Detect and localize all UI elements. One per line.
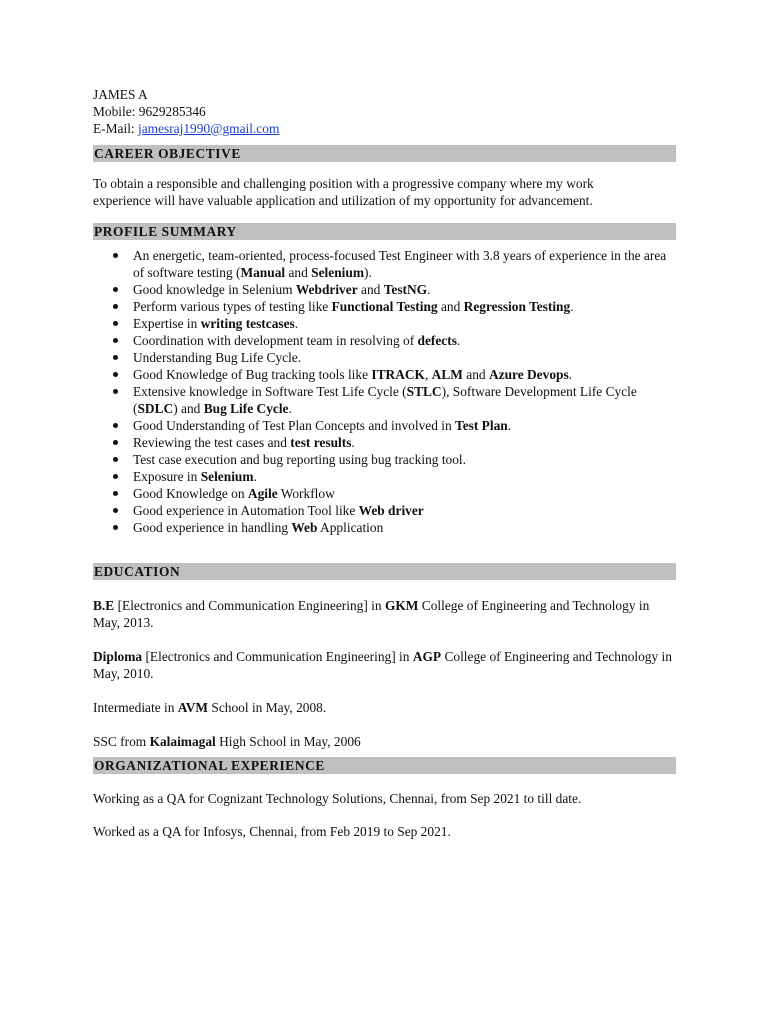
bold-text: STLC <box>406 384 442 399</box>
text-run: Good Understanding of Test Plan Concepts and involved in <box>133 418 456 433</box>
text-run: College of Engineering and Technology in May, 2013. <box>93 598 650 630</box>
bullet-icon <box>113 474 118 479</box>
bold-text: Functional Testing <box>331 299 438 314</box>
text-run: and <box>462 367 489 382</box>
bold-text: writing testcases <box>200 316 295 331</box>
summary-bullet-item <box>93 332 676 349</box>
bold-text: Web <box>291 520 318 535</box>
experience-entry: Worked as a QA for Infosys, Chennai, from Feb 2019 to Sep 2021. <box>93 824 451 839</box>
text-run: . <box>507 418 512 433</box>
education-entry <box>93 597 676 631</box>
text-run: . <box>570 299 574 314</box>
bullet-icon <box>113 355 118 360</box>
text-run: ). <box>363 265 372 280</box>
bold-text: SDLC <box>137 401 174 416</box>
summary-bullet-item <box>93 383 676 417</box>
text-run: Extensive knowledge in Software Test Life Cycle ( <box>133 384 407 399</box>
bold-text: defects <box>417 333 457 348</box>
text-run: and <box>437 299 464 314</box>
text-run: , <box>424 367 432 382</box>
email-link[interactable]: jamesraj1990@gmail.com <box>138 121 280 136</box>
text-run: . <box>294 316 299 331</box>
resume-page <box>93 86 676 840</box>
text-run: ), Software Development Life Cycle ( <box>133 384 637 416</box>
bold-text: Bug Life Cycle <box>203 401 289 416</box>
text-run: and <box>285 265 312 280</box>
text-run: . <box>568 367 573 382</box>
text-run: [Electronics and Communication Engineering] in <box>142 649 413 664</box>
education-entry <box>93 733 676 750</box>
text-run: Intermediate in <box>93 700 178 715</box>
text-run: School in May, 2008. <box>208 700 327 715</box>
bullet-icon <box>113 253 118 258</box>
summary-bullet-item <box>93 247 676 281</box>
text-run: [Electronics and Communication Engineering] in <box>114 598 385 613</box>
text-run: Good knowledge in Selenium <box>133 282 296 297</box>
career-objective-line: experience will have valuable application and utilization of my opportunity for advancement. <box>93 193 593 208</box>
bold-text: Webdriver <box>295 282 358 297</box>
mobile-line <box>93 103 676 120</box>
text-run: Application <box>317 520 384 535</box>
profile-summary-heading: PROFILE SUMMARY <box>93 223 676 240</box>
bold-text: B.E <box>93 598 115 613</box>
text-run: . <box>351 435 355 450</box>
bold-text: AGP <box>412 649 442 664</box>
text-run: Good experience in Automation Tool like <box>133 503 359 518</box>
education-entry <box>93 648 676 682</box>
text-run: . <box>456 333 461 348</box>
email-line <box>93 120 676 137</box>
career-objective-text <box>93 175 676 209</box>
bullet-icon <box>113 525 118 530</box>
text-run: An energetic, team-oriented, process-focused Test Engineer with 3.8 years of experience in the area of software testing ( <box>133 248 667 280</box>
summary-bullet-item <box>93 434 676 451</box>
summary-bullet-item <box>93 417 676 434</box>
bold-text: Agile <box>247 486 278 501</box>
bold-text: TestNG <box>383 282 428 297</box>
bullet-icon <box>113 338 118 343</box>
summary-bullet-item <box>93 519 676 536</box>
text-run: . <box>253 469 257 484</box>
text-run: . <box>288 401 292 416</box>
text-run: . <box>427 282 431 297</box>
text-run: Good experience in handling <box>133 520 292 535</box>
bullet-icon <box>113 321 118 326</box>
text-run: Test case execution and bug reporting using bug tracking tool. <box>133 452 466 467</box>
text-run: High School in May, 2006 <box>215 734 361 749</box>
profile-summary-list <box>93 247 676 536</box>
bullet-icon <box>113 457 118 462</box>
education-entry <box>93 699 676 716</box>
text-run: College of Engineering and Technology in May, 2010. <box>93 649 672 681</box>
bullet-icon <box>113 423 118 428</box>
experience-heading: ORGANIZATIONAL EXPERIENCE <box>93 757 676 774</box>
experience-entry: Working as a QA for Cognizant Technology Solutions, Chennai, from Sep 2021 to till date. <box>93 791 582 806</box>
mobile-label: Mobile: <box>93 104 139 119</box>
summary-bullet-item <box>93 349 676 366</box>
text-run: SSC from <box>93 734 150 749</box>
bold-text: Test Plan <box>455 418 508 433</box>
career-objective-heading: CAREER OBJECTIVE <box>93 145 676 162</box>
bold-text: Kalaimagal <box>149 734 216 749</box>
summary-bullet-item <box>93 366 676 383</box>
text-run: Understanding Bug Life Cycle. <box>133 350 302 365</box>
bullet-icon <box>113 508 118 513</box>
bold-text: ALM <box>431 367 463 382</box>
bold-text: GKM <box>384 598 419 613</box>
bold-text: Manual <box>240 265 286 280</box>
summary-bullet-item <box>93 468 676 485</box>
bullet-icon <box>113 440 118 445</box>
text-run: Workflow <box>277 486 335 501</box>
email-label: E-Mail: <box>93 121 138 136</box>
text-run: Perform various types of testing like <box>133 299 332 314</box>
bullet-icon <box>113 304 118 309</box>
bullet-icon <box>113 491 118 496</box>
text-run: Expertise in <box>133 316 201 331</box>
bold-text: AVM <box>177 700 209 715</box>
summary-bullet-item <box>93 451 676 468</box>
education-heading: EDUCATION <box>93 563 676 580</box>
bold-text: ITRACK <box>371 367 425 382</box>
bold-text: Azure Devops <box>488 367 569 382</box>
bold-text: Selenium <box>200 469 254 484</box>
contact-block <box>93 86 676 137</box>
summary-bullet-item <box>93 298 676 315</box>
bold-text: Diploma <box>93 649 143 664</box>
summary-bullet-item <box>93 315 676 332</box>
text-run: and <box>357 282 384 297</box>
experience-list <box>93 790 676 840</box>
text-run: Coordination with development team in resolving of <box>133 333 418 348</box>
bold-text: Selenium <box>311 265 364 280</box>
text-run: Reviewing the test cases and <box>133 435 291 450</box>
bullet-icon <box>113 287 118 292</box>
summary-bullet-item <box>93 502 676 519</box>
summary-bullet-item <box>93 281 676 298</box>
text-run: Good Knowledge of Bug tracking tools like <box>133 367 372 382</box>
bullet-icon <box>113 372 118 377</box>
text-run: Good Knowledge on <box>133 486 248 501</box>
bullet-icon <box>113 389 118 394</box>
mobile-number: 9629285346 <box>138 104 206 119</box>
bold-text: Regression Testing <box>463 299 571 314</box>
bold-text: test results <box>290 435 352 450</box>
candidate-name: JAMES A <box>93 87 148 102</box>
career-objective-line: To obtain a responsible and challenging position with a progressive company where my work <box>93 176 594 191</box>
summary-bullet-item <box>93 485 676 502</box>
education-list <box>93 597 676 750</box>
text-run: Exposure in <box>133 469 201 484</box>
bold-text: Web driver <box>358 503 424 518</box>
text-run: ) and <box>173 401 204 416</box>
